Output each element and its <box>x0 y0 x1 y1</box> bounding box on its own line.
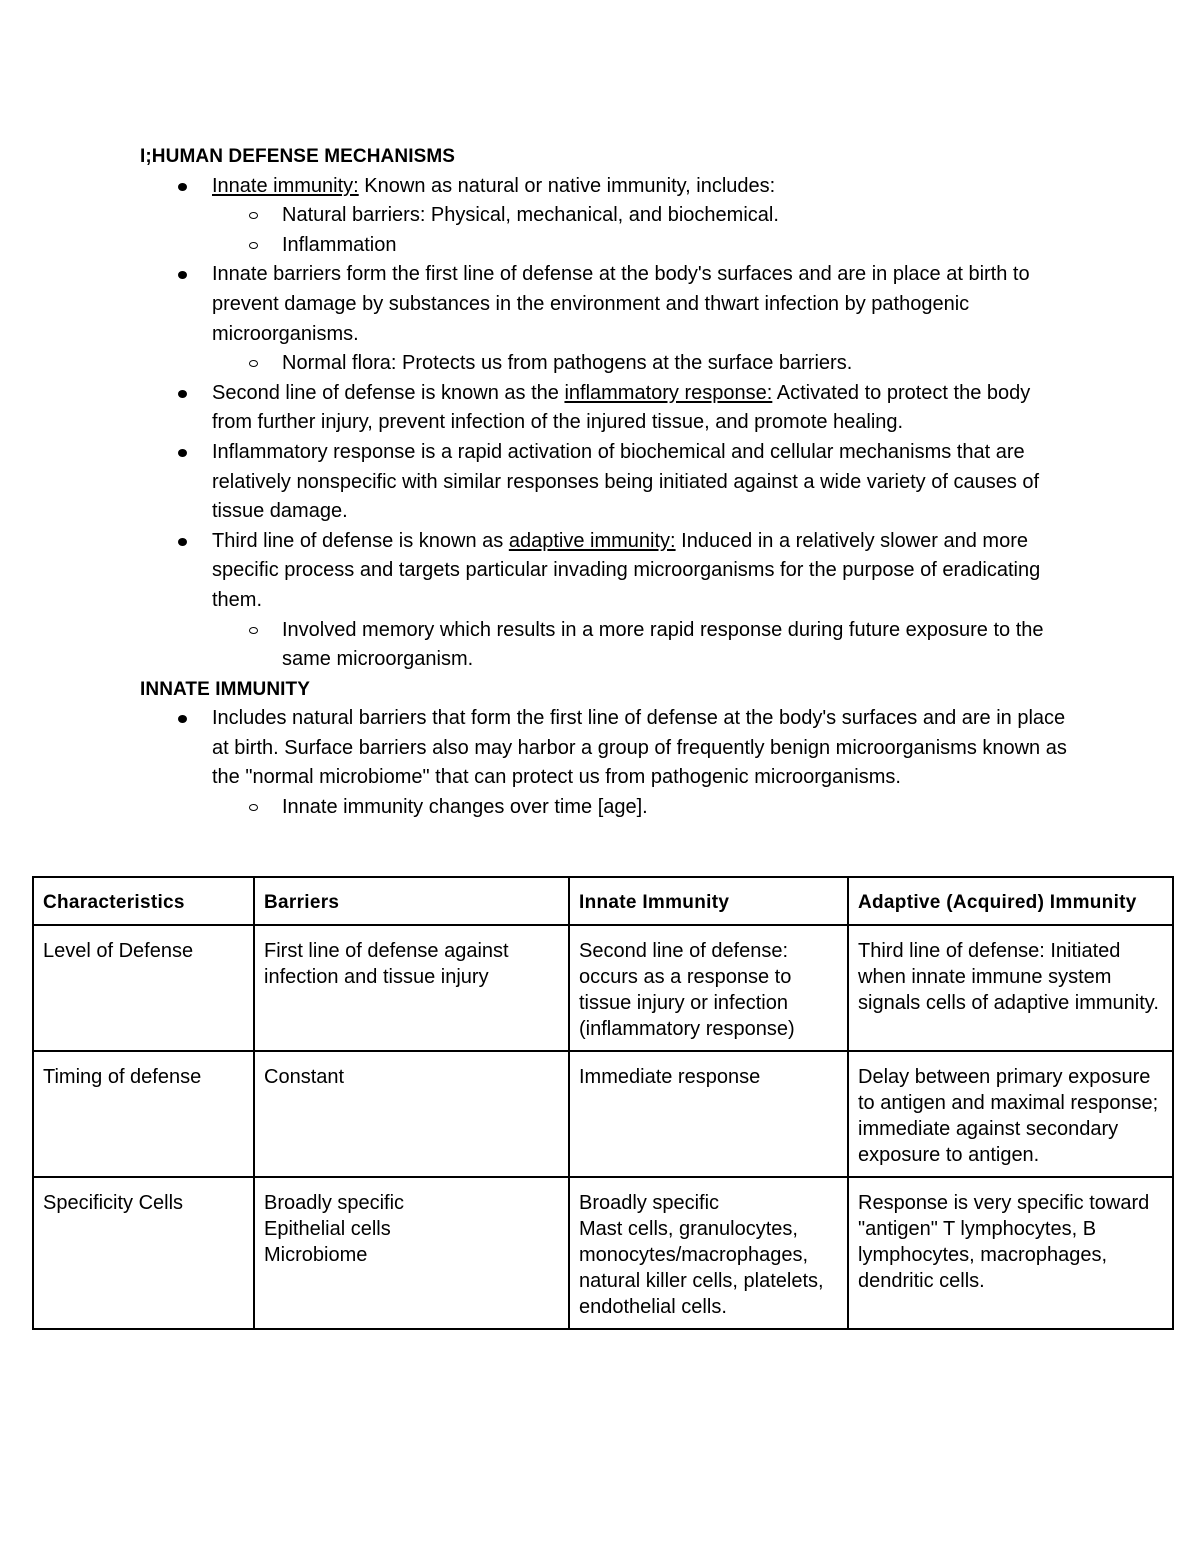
sub-list <box>282 616 1070 675</box>
cell-barriers: First line of defense against infection and tissue injury <box>254 925 569 1051</box>
comparison-table <box>32 876 1174 1330</box>
list-item-text: Activated to protect the body from further injury, prevent infection of the injured tissue, and promote healing. <box>212 381 1031 434</box>
list-item-text: Induced in a relatively slower and more specific process and targets particular invading microorganisms for the purpose of eradicating them. <box>212 529 1041 611</box>
cell-adaptive: Response is very specific toward "antigen" T lymphocytes, B lymphocytes, macrophages, dendritic cells. <box>848 1177 1173 1329</box>
hollow-bullet-icon <box>249 212 258 219</box>
list-item-third-line <box>140 527 1070 675</box>
hollow-bullet-icon <box>249 360 258 367</box>
cell-barriers: Constant <box>254 1051 569 1177</box>
sub-list-item: Involved memory which results in a more rapid response during future exposure to the same microorganism. <box>282 616 1070 675</box>
table-header-row <box>33 877 1173 925</box>
list-item-pre: Second line of defense is known as the <box>212 381 565 404</box>
bullet-icon <box>178 715 187 723</box>
sub-list-item: Inflammation <box>282 231 1070 261</box>
list-item-innate-barriers <box>140 260 1070 378</box>
defense-mechanisms-list <box>140 172 1070 675</box>
term-adaptive-immunity: adaptive immunity: <box>508 529 676 552</box>
term-innate-immunity: Innate immunity: <box>212 174 359 197</box>
sub-list-item: Innate immunity changes over time [age]. <box>282 793 1070 823</box>
sub-list-item: Natural barriers: Physical, mechanical, and biochemical. <box>282 201 1070 231</box>
table-row <box>33 925 1173 1051</box>
list-item-pre: Third line of defense is known as <box>212 529 509 552</box>
bullet-icon <box>178 183 187 191</box>
cell-adaptive: Delay between primary exposure to antigen and maximal response; immediate against secondary exposure to antigen. <box>848 1051 1173 1177</box>
innate-immunity-list <box>140 704 1070 822</box>
sub-list-item: Normal flora: Protects us from pathogens at the surface barriers. <box>282 349 1070 379</box>
list-item-text: Innate barriers form the first line of defense at the body's surfaces and are in place at birth to prevent damage by substances in the environment and thwart infection by pathogenic microorganisms. <box>212 263 1030 345</box>
cell-barriers: Broadly specific Epithelial cells Microbiome <box>254 1177 569 1329</box>
term-inflammatory-response: inflammatory response: <box>564 381 773 404</box>
row-label: Level of Defense <box>33 925 254 1051</box>
document-body <box>140 142 1070 823</box>
sub-list <box>282 201 1070 260</box>
header-characteristics: Characteristics <box>33 877 254 925</box>
bullet-icon <box>178 449 187 457</box>
hollow-bullet-icon <box>249 627 258 634</box>
sub-list <box>282 349 1070 379</box>
bullet-icon <box>178 538 187 546</box>
row-label: Timing of defense <box>33 1051 254 1177</box>
header-innate-immunity: Innate Immunity <box>569 877 848 925</box>
list-item-innate-immunity <box>140 172 1070 261</box>
bullet-icon <box>178 271 187 279</box>
header-barriers: Barriers <box>254 877 569 925</box>
cell-adaptive: Third line of defense: Initiated when innate immune system signals cells of adaptive immunity. <box>848 925 1173 1051</box>
row-label: Specificity Cells <box>33 1177 254 1329</box>
cell-innate: Broadly specific Mast cells, granulocytes, monocytes/macrophages, natural killer cells, platelets, endothelial cells. <box>569 1177 848 1329</box>
cell-innate: Second line of defense: occurs as a response to tissue injury or infection (inflammatory response) <box>569 925 848 1051</box>
list-item-text: Includes natural barriers that form the first line of defense at the body's surfaces and are in place at birth. Surface barriers also may harbor a group of frequently benign microorganisms known as the "normal microbiome" that can protect us from pathogenic microorganisms. <box>212 707 1067 789</box>
cell-innate: Immediate response <box>569 1051 848 1177</box>
section-heading-innate-immunity: INNATE IMMUNITY <box>140 678 311 700</box>
sub-list <box>282 793 1070 823</box>
list-item-text: Known as natural or native immunity, includes: <box>358 174 776 197</box>
list-item-second-line <box>140 379 1070 438</box>
hollow-bullet-icon <box>249 242 258 249</box>
table-row <box>33 1051 1173 1177</box>
list-item-inflammatory-response <box>140 438 1070 527</box>
list-item-text: Inflammatory response is a rapid activation of biochemical and cellular mechanisms that are relatively nonspecific with similar responses being initiated against a wide variety of causes of tissue damage. <box>212 440 1040 523</box>
list-item-natural-barriers <box>140 704 1070 822</box>
hollow-bullet-icon <box>249 804 258 811</box>
section-heading-defense-mechanisms: I;HUMAN DEFENSE MECHANISMS <box>140 146 456 167</box>
bullet-icon <box>178 390 187 398</box>
table-row <box>33 1177 1173 1329</box>
header-adaptive-immunity: Adaptive (Acquired) Immunity <box>848 877 1173 925</box>
